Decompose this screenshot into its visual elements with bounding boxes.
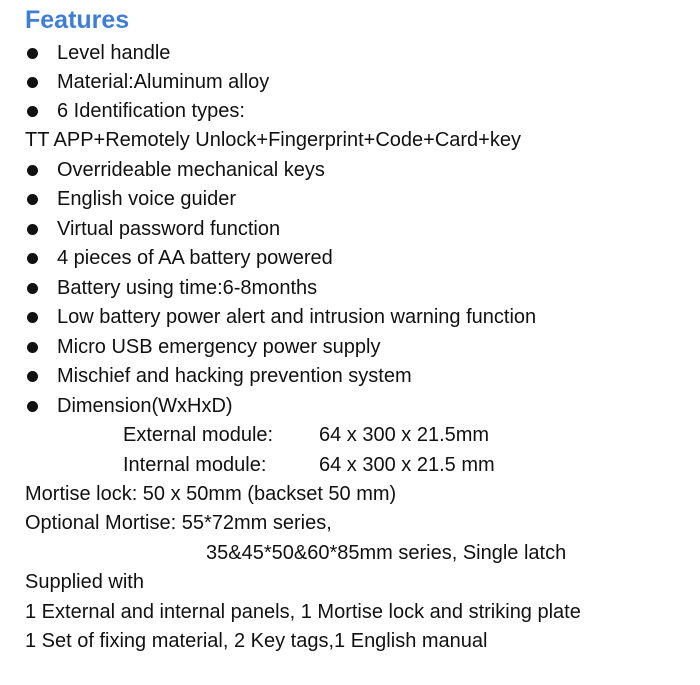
feature-text: Low battery power alert and intrusion warning function bbox=[57, 306, 537, 328]
feature-text: Material:Aluminum alloy bbox=[57, 71, 270, 93]
optional-mortise-line: Optional Mortise: 55*72mm series, bbox=[25, 512, 332, 534]
feature-text: 4 pieces of AA battery powered bbox=[57, 247, 333, 269]
bullet-icon bbox=[27, 371, 38, 382]
feature-text: 6 Identification types: bbox=[57, 100, 245, 122]
supplied-item-line: 1 External and internal panels, 1 Mortise lock and striking plate bbox=[25, 601, 581, 623]
bullet-icon bbox=[27, 77, 38, 88]
bullet-icon bbox=[27, 194, 38, 205]
external-module-row bbox=[123, 421, 489, 450]
feature-text: Level handle bbox=[57, 42, 171, 64]
mortise-lock-line: Mortise lock: 50 x 50mm (backset 50 mm) bbox=[25, 483, 397, 505]
supplied-item-line: 1 Set of fixing material, 2 Key tags,1 English manual bbox=[25, 630, 488, 652]
bullet-icon bbox=[27, 106, 38, 117]
internal-module-row bbox=[123, 451, 495, 480]
optional-mortise-continued-line: 35&45*50&60*85mm series, Single latch bbox=[206, 542, 567, 564]
external-module-label: External module: bbox=[123, 424, 274, 446]
bullet-icon bbox=[27, 48, 38, 59]
bullet-icon bbox=[27, 342, 38, 353]
feature-text: Micro USB emergency power supply bbox=[57, 336, 381, 358]
feature-text: Mischief and hacking prevention system bbox=[57, 365, 412, 387]
features-heading: Features bbox=[25, 6, 130, 34]
external-module-value: 64 x 300 x 21.5mm bbox=[319, 424, 490, 446]
bullet-icon bbox=[27, 283, 38, 294]
internal-module-value: 64 x 300 x 21.5 mm bbox=[319, 454, 495, 476]
internal-module-label: Internal module: bbox=[123, 454, 267, 476]
bullet-icon bbox=[27, 224, 38, 235]
bullet-icon bbox=[27, 401, 38, 412]
supplied-with-heading: Supplied with bbox=[25, 571, 144, 593]
bullet-icon bbox=[27, 165, 38, 176]
feature-text: Dimension(WxHxD) bbox=[57, 395, 233, 417]
bullet-icon bbox=[27, 253, 38, 264]
feature-text: Virtual password function bbox=[57, 218, 281, 240]
feature-text: Battery using time:6-8months bbox=[57, 277, 318, 299]
bullet-icon bbox=[27, 312, 38, 323]
identification-types-line: TT APP+Remotely Unlock+Fingerprint+Code+Card+key bbox=[25, 129, 521, 151]
feature-text: Overrideable mechanical keys bbox=[57, 159, 325, 181]
feature-text: English voice guider bbox=[57, 188, 236, 210]
